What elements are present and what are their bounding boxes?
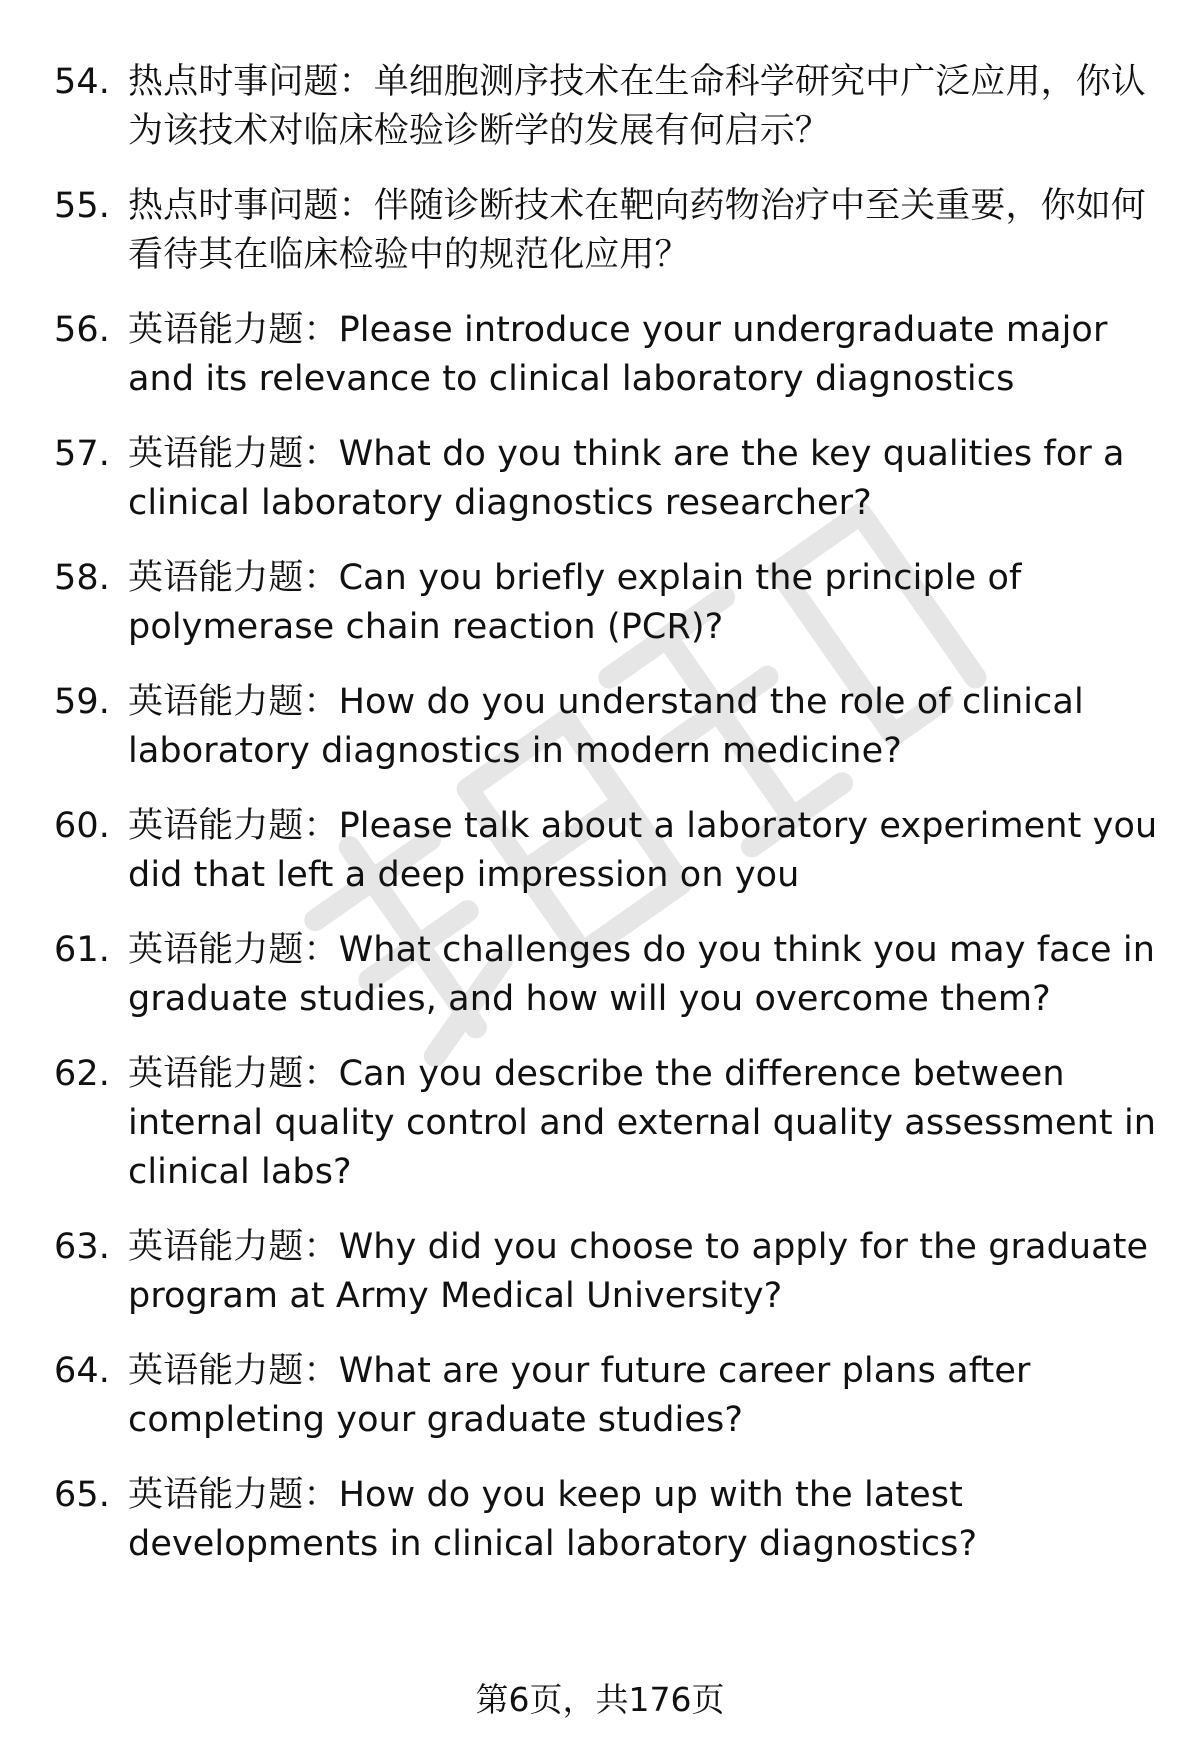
question-text: 英语能力题：How do you keep up with the latest developments in clinical laboratory diagnostics?: [128, 1475, 978, 1564]
question-number: 55.: [54, 186, 110, 226]
question-text: 英语能力题：How do you understand the role of clinical laboratory diagnostics in modern medicine?: [128, 682, 1084, 771]
question-number: 65.: [54, 1475, 110, 1515]
question-number: 56.: [54, 310, 110, 350]
question-number: 57.: [54, 434, 110, 474]
question-number: 61.: [54, 930, 110, 970]
question-item: [0, 554, 1200, 652]
question-text: 英语能力题：What challenges do you think you may face in graduate studies, and how will you overcome them?: [128, 930, 1156, 1019]
question-text: 英语能力题：Can you briefly explain the principle of polymerase chain reaction (PCR)?: [128, 558, 1022, 647]
page-number-footer: 第6页，共176页: [475, 1680, 725, 1719]
question-item: [0, 306, 1200, 404]
question-number: 54.: [54, 62, 110, 102]
question-list: [0, 58, 1200, 1595]
question-item: [0, 802, 1200, 900]
question-number: 58.: [54, 558, 110, 598]
question-text: 英语能力题：Why did you choose to apply for the graduate program at Army Medical University?: [128, 1227, 1149, 1316]
question-text: 英语能力题：Can you describe the difference between internal quality control and external quality assessment in clinical labs?: [128, 1054, 1157, 1192]
question-item: [0, 1223, 1200, 1321]
question-item: [0, 58, 1200, 156]
question-text: 英语能力题：What are your future career plans after completing your graduate studies?: [128, 1351, 1031, 1440]
question-text: 英语能力题：Please introduce your undergraduate major and its relevance to clinical laboratory diagnostics: [128, 310, 1108, 399]
question-number: 60.: [54, 806, 110, 846]
question-number: 64.: [54, 1351, 110, 1391]
question-text: 英语能力题：Please talk about a laboratory experiment you did that left a deep impression on you: [128, 806, 1158, 895]
question-text: 热点时事问题：单细胞测序技术在生命科学研究中广泛应用，你认为该技术对临床检验诊断学的发展有何启示？: [128, 62, 1146, 151]
question-item: [0, 1471, 1200, 1569]
question-item: [0, 430, 1200, 528]
question-number: 63.: [54, 1227, 110, 1267]
question-text: 英语能力题：What do you think are the key qualities for a clinical laboratory diagnostics researcher?: [128, 434, 1125, 523]
question-number: 59.: [54, 682, 110, 722]
question-item: [0, 182, 1200, 280]
question-item: [0, 1347, 1200, 1445]
question-item: [0, 926, 1200, 1024]
question-text: 热点时事问题：伴随诊断技术在靶向药物治疗中至关重要，你如何看待其在临床检验中的规范化应用？: [128, 186, 1146, 275]
question-item: [0, 1050, 1200, 1197]
question-item: [0, 678, 1200, 776]
question-number: 62.: [54, 1054, 110, 1094]
